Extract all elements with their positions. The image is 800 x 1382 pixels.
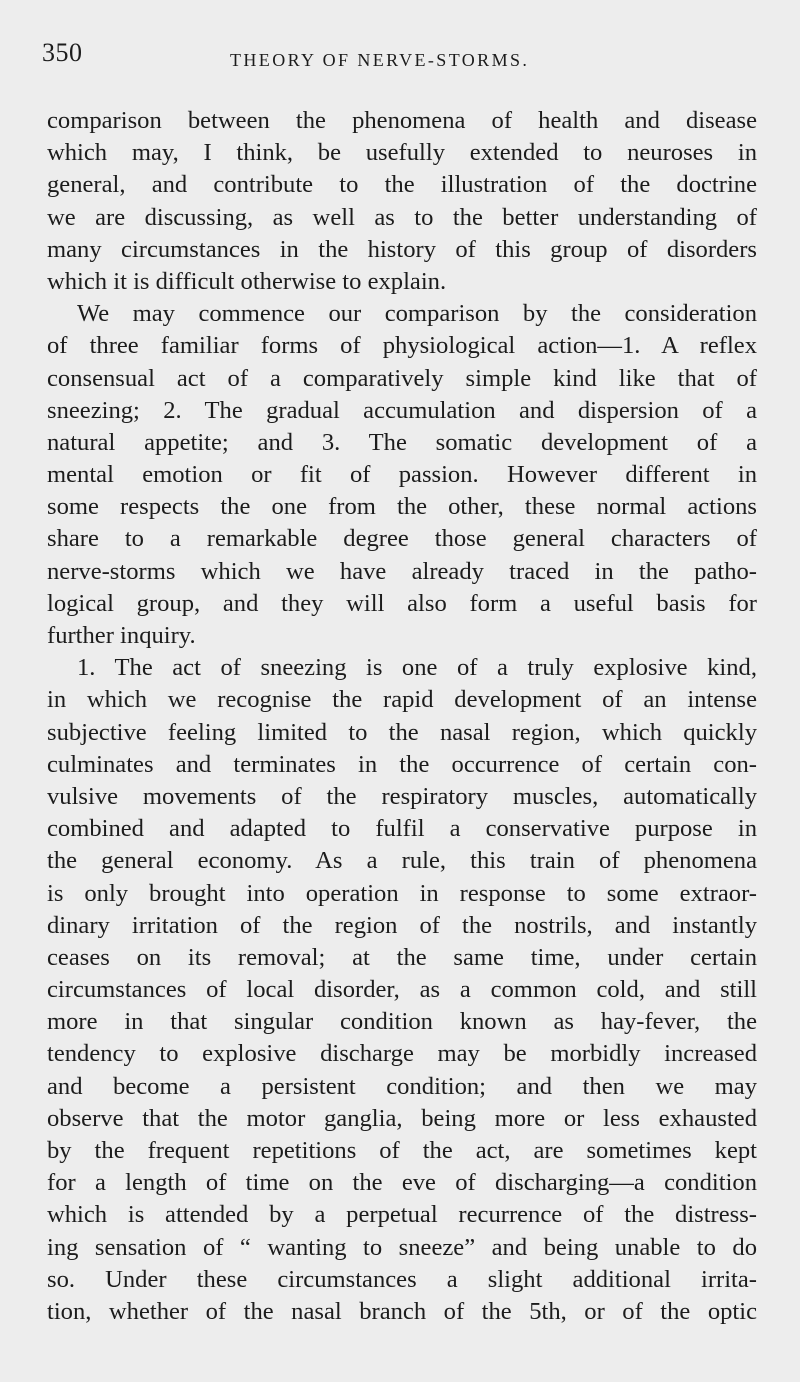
text-line: dinary irritation of the region of the nostrils, and instantly [47,911,757,939]
text-line: many circumstances in the history of this group of disorders [47,235,757,263]
text-line: natural appetite; and 3. The somatic development of a [47,428,757,456]
text-line: comparison between the phenomena of health and disease [47,107,757,134]
paragraph-2 [47,298,757,652]
running-title: THEORY OF NERVE-STORMS. [230,50,530,70]
text-line: tion, whether of the nasal branch of the 5th, or of the optic [47,1297,757,1325]
text-line: 1. The act of sneezing is one of a truly explosive kind, [77,654,757,682]
text-line: some respects the one from the other, these normal actions [47,493,757,521]
text-line: in which we recognise the rapid development of an intense [47,686,757,714]
paragraph-3 [47,652,757,1328]
text-line: which may, I think, be usefully extended to neuroses in [47,139,757,167]
text-line: we are discussing, as well as to the better understanding of [47,203,757,231]
text-line: nerve-storms which we have already traced in the patho- [47,557,757,585]
text-line: We may commence our comparison by the consideration [77,300,757,328]
text-line: share to a remarkable degree those general characters of [47,525,757,553]
text-line: tendency to explosive discharge may be morbidly increased [47,1040,757,1068]
text-line: combined and adapted to fulfil a conservative purpose in [47,815,757,843]
text-line: ceases on its removal; at the same time, under certain [47,943,757,971]
text-line: consensual act of a comparatively simple kind like that of [47,364,757,392]
text-line: by the frequent repetitions of the act, are sometimes kept [47,1137,757,1164]
paragraph-1 [47,105,757,298]
text-line: observe that the motor ganglia, being more or less exhausted [47,1104,757,1132]
text-line: culminates and terminates in the occurrence of certain con- [47,750,757,778]
text-line: logical group, and they will also form a useful basis for [47,589,757,617]
text-line: so. Under these circumstances a slight additional irrita- [47,1265,757,1293]
text-line: the general economy. As a rule, this train of phenomena [47,847,757,875]
text-line: sneezing; 2. The gradual accumulation and dispersion of a [47,396,757,424]
text-line: vulsive movements of the respiratory muscles, automatically [47,782,757,810]
text-line: more in that singular condition known as hay-fever, the [47,1008,757,1036]
page-number: 350 [42,38,83,67]
text-line: is only brought into operation in response to some extraor- [47,879,757,907]
text-line: general, and contribute to the illustration of the doctrine [47,171,757,199]
text-line: mental emotion or fit of passion. However different in [47,461,757,489]
text-line: subjective feeling limited to the nasal region, which quickly [47,718,757,746]
text-line: ing sensation of “ wanting to sneeze” and being unable to do [47,1233,757,1261]
text-line: for a length of time on the eve of discharging—a condition [47,1169,757,1197]
text-line: further inquiry. [47,622,196,649]
text-line: and become a persistent condition; and then we may [47,1072,757,1100]
text-line: which is attended by a perpetual recurrence of the distress- [47,1201,757,1229]
text-line: of three familiar forms of physiological action—1. A reflex [47,332,757,360]
text-line: circumstances of local disorder, as a common cold, and still [47,976,757,1004]
text-line: which it is difficult otherwise to explain. [47,267,447,295]
body-text [47,105,757,1328]
